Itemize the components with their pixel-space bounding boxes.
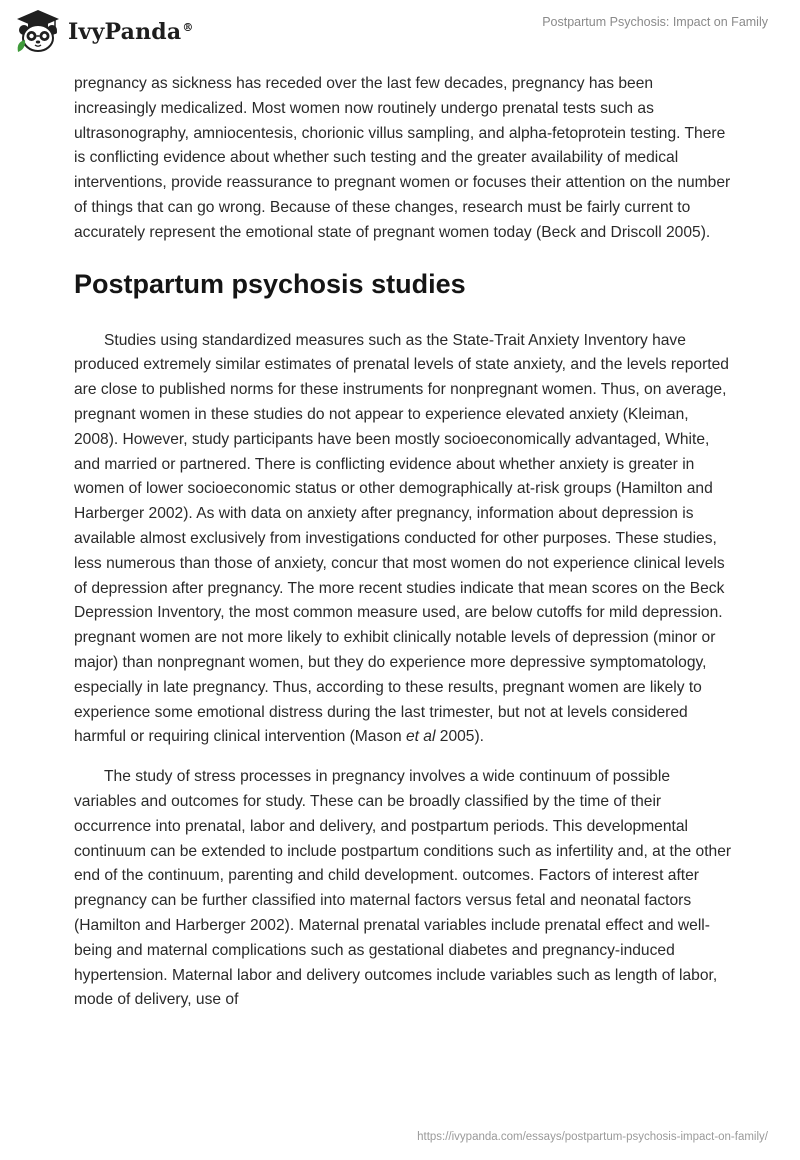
page-header <box>0 0 800 70</box>
registered-mark: ® <box>182 20 194 34</box>
section-heading: Postpartum psychosis studies <box>74 268 466 299</box>
source-url[interactable]: https://ivypanda.com/essays/postpartum-psychosis-impact-on-family/ <box>417 1131 768 1143</box>
paragraph-stress-processes: The study of stress processes in pregnancy involves a wide continuum of possible variables and outcomes for study. These can be broadly classified by the time of their occurrence into prenatal, labor and delivery, and postpartum periods. This developmental continuum can be extended to include postpartum conditions such as infertility and, at the other end of the continuum, parenting and child development. outcomes. Factors of interest after pregnancy can be further classified into maternal factors versus fetal and neonatal factors (Hamilton and Harberger 2002). Maternal prenatal variables include prenatal effect and well-being and maternal complications such as gestational diabetes and pregnancy-induced hypertension. Maternal labor and delivery outcomes include variables such as length of labor, mode of delivery, use of <box>74 768 732 1009</box>
essay-body <box>74 70 734 1013</box>
paragraph-studies-end: 2005). <box>435 728 484 746</box>
document-title: Postpartum Psychosis: Impact on Family <box>542 15 768 29</box>
ivypanda-logo[interactable] <box>14 8 194 56</box>
paragraph-studies-text: Studies using standardized measures such as the State-Trait Anxiety Inventory have produced extremely similar estimates of prenatal levels of state anxiety, and the levels reported are close to published norms for these instruments for nonpregnant women. Thus, on average, pregnant women in these studies do not appear to experience elevated anxiety (Kleiman, 2008). However, study participants have been mostly socioeconomically advantaged, White, and married or partnered. There is conflicting evidence about whether anxiety is greater in women of lower socioeconomic status or other demographically at-risk groups (Hamilton and Harberger 2002). As with data on anxiety after pregnancy, information about depression is available almost exclusively from investigations conducted for other purposes. These studies, less numerous than those of anxiety, concur that most women do not experience clinical levels of depression after pregnancy. The more recent studies indicate that mean scores on the Beck Depression Inventory, the most common measure used, are below cutoffs for mild depression. pregnant women are not more likely to exhibit clinically notable levels of depression (minor or major) than nonpregnant women, but they do experience more depressive symptomatology, especially in late pregnancy. Thus, according to these results, pregnant women are likely to experience some emotional distress during the last trimester, but not at levels considered harmful or requiring clinical intervention (Mason <box>74 331 729 746</box>
et-al-italic: et al <box>405 728 436 746</box>
logo-name: IvyPanda <box>68 19 182 45</box>
panda-graduate-icon <box>14 8 62 56</box>
logo-wordmark <box>68 19 194 45</box>
paragraph-studies <box>74 329 734 751</box>
paragraph-continuation: pregnancy as sickness has receded over the last few decades, pregnancy has been increasingly medicalized. Most women now routinely undergo prenatal tests such as ultrasonography, amniocentesis, chorionic villus sampling, and alpha-fetoprotein testing. There is conflicting evidence about whether such testing and the greater availability of medical interventions, provide reassurance to pregnant women or focuses their attention on the number of things that can go wrong. Because of these changes, research must be fairly current to accurately represent the emotional state of pregnant women today (Beck and Driscoll 2005). <box>74 75 731 241</box>
